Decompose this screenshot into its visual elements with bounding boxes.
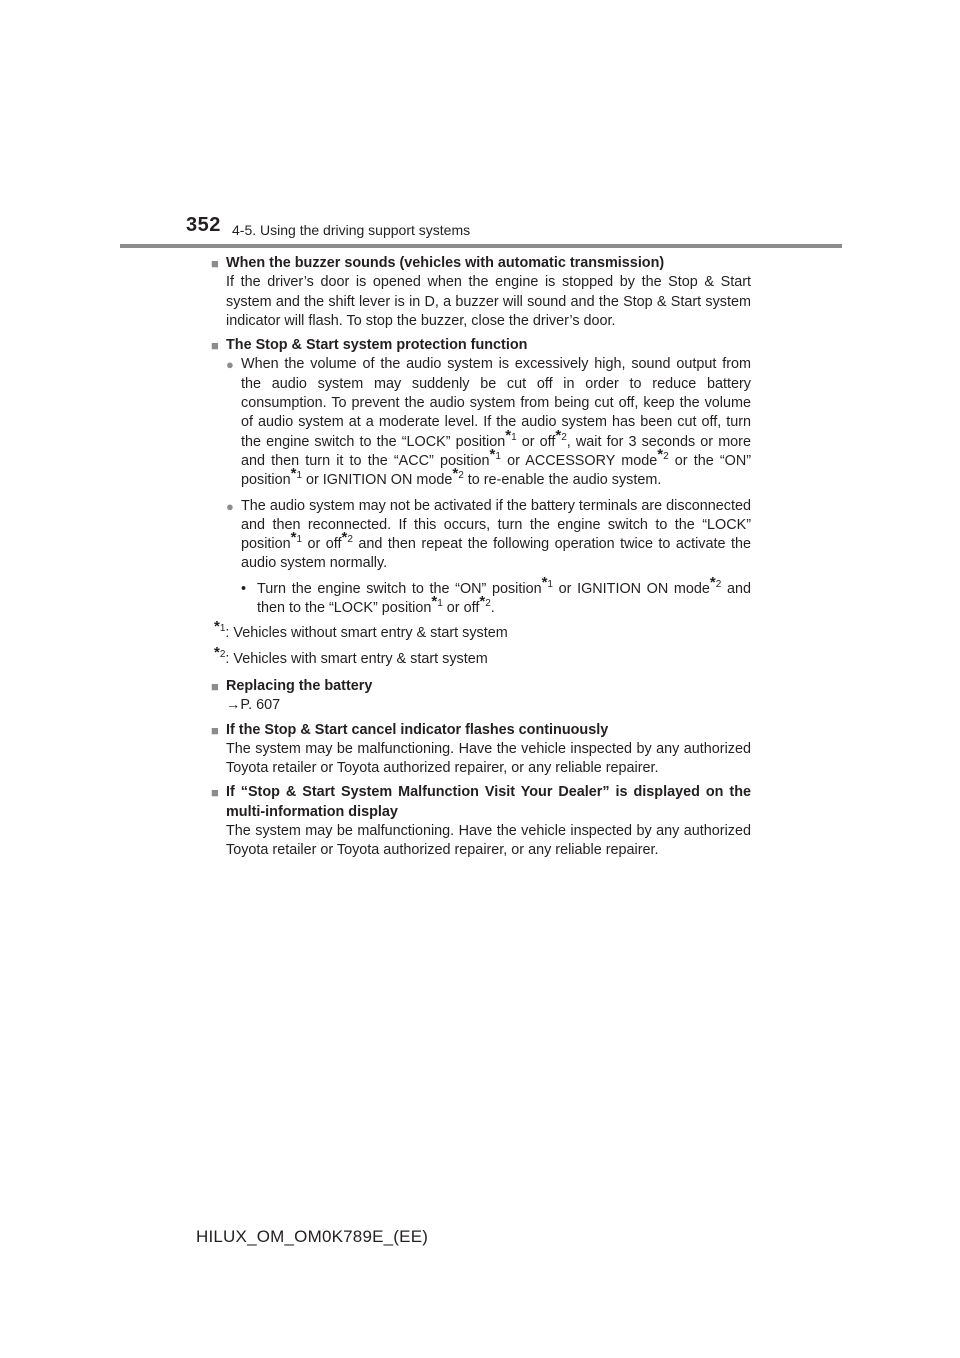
square-bullet-icon: ■: [211, 722, 219, 738]
list-item: ● When the volume of the audio system is excessively high, sound output from the audio system may suddenly be cut off in order to reduce battery consumption. To prevent the audio system from being cut off, keep the volume of audio system at a moderate level. If the audio system has been cut off, turn the engine switch to the “LOCK” position$^{*1}$ or off$^{*2}$, wait for 3 seconds or more and then turn it to the “ACC” position$^{*1}$ or ACCESSORY mode$^{*2}$ or the “ON” position$^{*1}$ or IGNITION ON mode$^{*2}$ to re-enable the audio system.: [226, 355, 751, 490]
footnote-2: $^{*2}$ : Vehicles with smart entry & start system: [214, 643, 488, 667]
square-bullet-icon: ■: [211, 678, 219, 694]
sub-list-item: • Turn the engine switch to the “ON” position$^{*1}$ or IGNITION ON mode$^{*2}$ and then to the “LOCK” position$^{*1}$ or off$^{*2}$.: [241, 580, 751, 619]
square-bullet-icon: ■: [211, 338, 219, 354]
section-title: Replacing the battery: [226, 677, 373, 694]
section-battery: [211, 677, 751, 716]
chapter-title: 4-5. Using the driving support systems: [232, 222, 471, 238]
footnotes: [211, 618, 751, 669]
dot-icon: •: [241, 580, 247, 597]
page-number: 352: [186, 214, 221, 236]
page-reference-link[interactable]: →P. 607: [226, 697, 281, 714]
section-title: If “Stop & Start System Malfunction Visit Your Dealer” is displayed on the multi-information display: [226, 784, 751, 820]
list-item: ● The audio system may not be activated if the battery terminals are disconnected and then reconnected. If this occurs, turn the engine switch to the “LOCK” position$^{*1}$ or off$^{*2}$ and then repeat the following operation twice to activate the audio system normally. • Turn the engine switch to the “ON” position$^{*1}$ or IGNITION ON mode$^{*2}$ and then to the “LOCK” position$^{*1}$ or off$^{*2}$.: [226, 497, 751, 619]
header-rule: [120, 244, 842, 248]
section-malfunction: [211, 783, 751, 860]
circle-bullet-icon: ●: [226, 357, 234, 373]
section-title: When the buzzer sounds (vehicles with automatic transmission): [226, 255, 665, 271]
section-body: If the driver’s door is opened when the engine is stopped by the Stop & Start system and the shift lever is in D, a buzzer will sound and the Stop & Start system indicator will flash. To stop the buzzer, close the driver’s door.: [226, 274, 751, 329]
section-cancel-indicator: [211, 721, 751, 779]
footnote-1: $^{*1}$ : Vehicles without smart entry & start system: [214, 618, 508, 642]
section-title: The Stop & Start system protection function: [226, 337, 528, 354]
section-buzzer: [211, 254, 751, 331]
document-id: HILUX_OM_OM0K789E_(EE): [196, 1227, 429, 1246]
square-bullet-icon: ■: [211, 785, 219, 801]
section-body: The system may be malfunctioning. Have the vehicle inspected by any authorized Toyota retailer or Toyota authorized repairer, or any reliable repairer.: [226, 740, 751, 777]
circle-bullet-icon: ●: [226, 498, 234, 514]
section-body: The system may be malfunctioning. Have the vehicle inspected by any authorized Toyota retailer or Toyota authorized repairer, or any reliable repairer.: [226, 823, 751, 859]
page-content: [211, 254, 751, 866]
square-bullet-icon: ■: [211, 256, 219, 271]
section-protection: [211, 336, 751, 618]
section-title: If the Stop & Start cancel indicator flashes continuously: [226, 721, 609, 738]
